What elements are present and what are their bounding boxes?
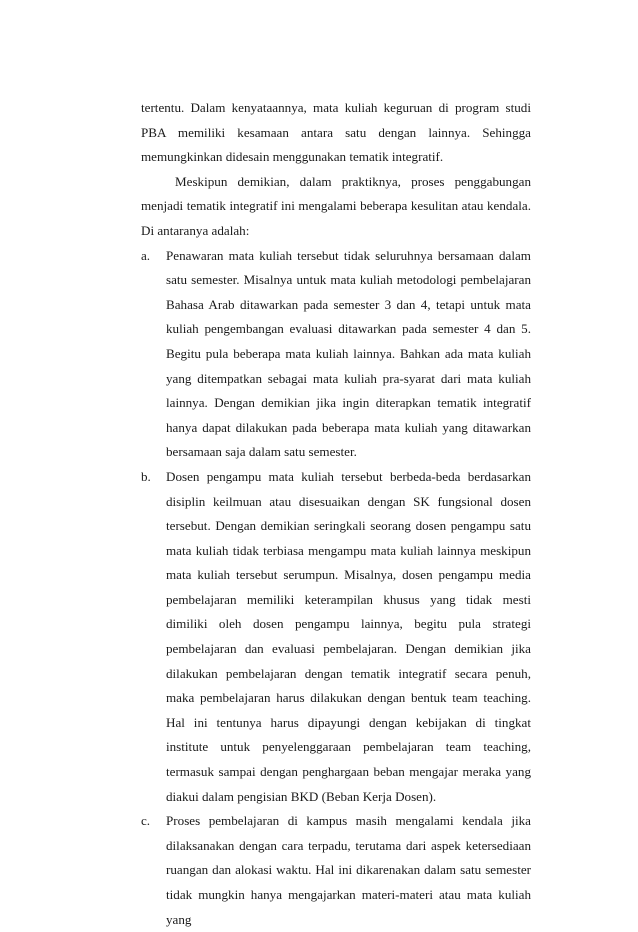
list-marker: a. (141, 247, 151, 263)
list-marker: c. (141, 813, 151, 829)
difficulties-list (141, 244, 531, 932)
list-item (141, 244, 531, 465)
list-item-text: Proses pembelajaran di kampus masih mengalami kendala jika dilaksanakan dengan cara terpadu, terutama dari aspek ketersediaan ruangan dan alokasi waktu. Hal ini dikarenakan dalam satu semester tidak mungkin hanya mengajarkan materi-materi atau mata kuliah yang (166, 813, 531, 927)
list-item (141, 465, 531, 809)
list-marker: b. (141, 468, 151, 484)
list-item-text: Penawaran mata kuliah tersebut tidak seluruhnya bersamaan dalam satu semester. Misalnya untuk mata kuliah metodologi pembelajaran Bahasa Arab ditawarkan pada semester 3 dan 4, tetapi untuk mata kuliah pengembangan evaluasi ditawarkan pada semester 4 dan 5. Begitu pula beberapa mata kuliah lainnya. Bahkan ada mata kuliah yang ditempatkan sebagai mata kuliah pra-syarat dari mata kuliah lainnya. Dengan demikian jika ingin diterapkan tematik integratif hanya dapat dilakukan pada beberapa mata kuliah yang ditawarkan bersamaan saja dalam satu semester. (166, 247, 531, 460)
body-text (141, 96, 531, 932)
list-item (141, 809, 531, 932)
paragraph-intro-difficulties: Meskipun demikian, dalam praktiknya, proses penggabungan menjadi tematik integratif ini mengalami beberapa kesulitan atau kendala. Di antaranya adalah: (141, 173, 531, 238)
list-item-text: Dosen pengampu mata kuliah tersebut berbeda-beda berdasarkan disiplin keilmuan atau disesuaikan dengan SK fungsional dosen tersebut. Dengan demikian seringkali seorang dosen pengampu satu mata kuliah tidak terbiasa mengampu mata kuliah lainnya meskipun mata kuliah tersebut serumpun. Misalnya, dosen pengampu media pembelajaran memiliki keterampilan khusus yang tidak mesti dimiliki oleh dosen pengampu lainnya, begitu pula strategi pembelajaran dan evaluasi pembelajaran. Dengan demikian jika dilakukan pembelajaran dengan tematik integratif secara penuh, maka pembelajaran harus dilakukan dengan bentuk team teaching. Hal ini tentunya harus dipayungi dengan kebijakan di tingkat institute untuk penyelenggaraan pembelajaran team teaching, termasuk sampai dengan penghargaan beban mengajar meraka yang diakui dalam pengisian BKD (Beban Kerja Dosen). (166, 468, 531, 804)
paragraph-continuation: tertentu. Dalam kenyataannya, mata kuliah keguruan di program studi PBA memiliki kesamaan antara satu dengan lainnya. Sehingga memungkinkan didesain menggunakan tematik integratif. (141, 100, 531, 165)
